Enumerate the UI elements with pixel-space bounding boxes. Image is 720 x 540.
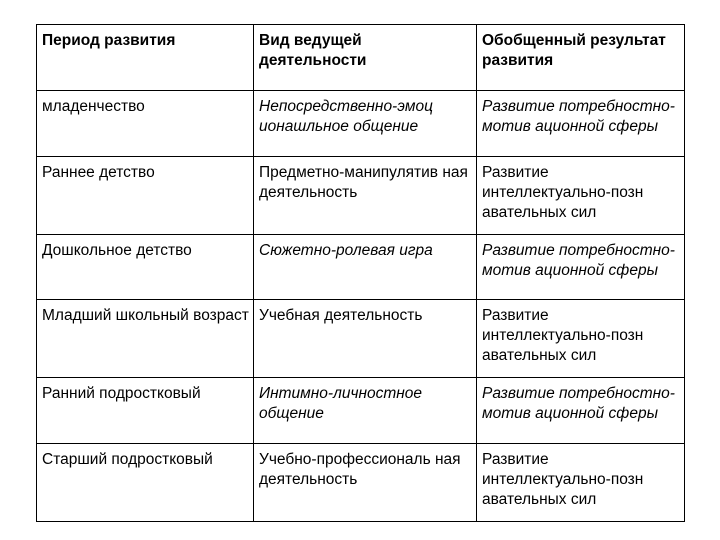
cell-leading-activity: Сюжетно-ролевая игра: [254, 234, 477, 300]
table-row: [37, 378, 685, 444]
table-row: [37, 234, 685, 300]
cell-period: Младший школьный возраст: [37, 300, 254, 378]
cell-period: Раннее детство: [37, 156, 254, 234]
cell-period: Ранний подростковый: [37, 378, 254, 444]
development-periods-table-container: [36, 24, 684, 522]
header-development-result: Обобщенный результат развития: [477, 25, 685, 91]
header-period: Период развития: [37, 25, 254, 91]
table-row: [37, 300, 685, 378]
table-row: [37, 444, 685, 522]
cell-development-result: Развитие потребностно-мотив ационной сферы: [477, 90, 685, 156]
cell-period: Старший подростковый: [37, 444, 254, 522]
cell-period: младенчество: [37, 90, 254, 156]
header-leading-activity: Вид ведущей деятельности: [254, 25, 477, 91]
cell-development-result: Развитие потребностно-мотив ационной сферы: [477, 378, 685, 444]
cell-development-result: Развитие интеллектуально-позн авательных сил: [477, 300, 685, 378]
cell-development-result: Развитие потребностно-мотив ационной сферы: [477, 234, 685, 300]
cell-leading-activity: Интимно-личностное общение: [254, 378, 477, 444]
table-header-row: [37, 25, 685, 91]
cell-development-result: Развитие интеллектуально-позн авательных сил: [477, 156, 685, 234]
cell-leading-activity: Учебная деятельность: [254, 300, 477, 378]
development-periods-table: [36, 24, 685, 522]
cell-leading-activity: Непосредственно-эмоц ионашльное общение: [254, 90, 477, 156]
table-row: [37, 156, 685, 234]
table-row: [37, 90, 685, 156]
cell-period: Дошкольное детство: [37, 234, 254, 300]
cell-development-result: Развитие интеллектуально-позн авательных сил: [477, 444, 685, 522]
cell-leading-activity: Предметно-манипулятив ная деятельность: [254, 156, 477, 234]
cell-leading-activity: Учебно-профессиональ ная деятельность: [254, 444, 477, 522]
